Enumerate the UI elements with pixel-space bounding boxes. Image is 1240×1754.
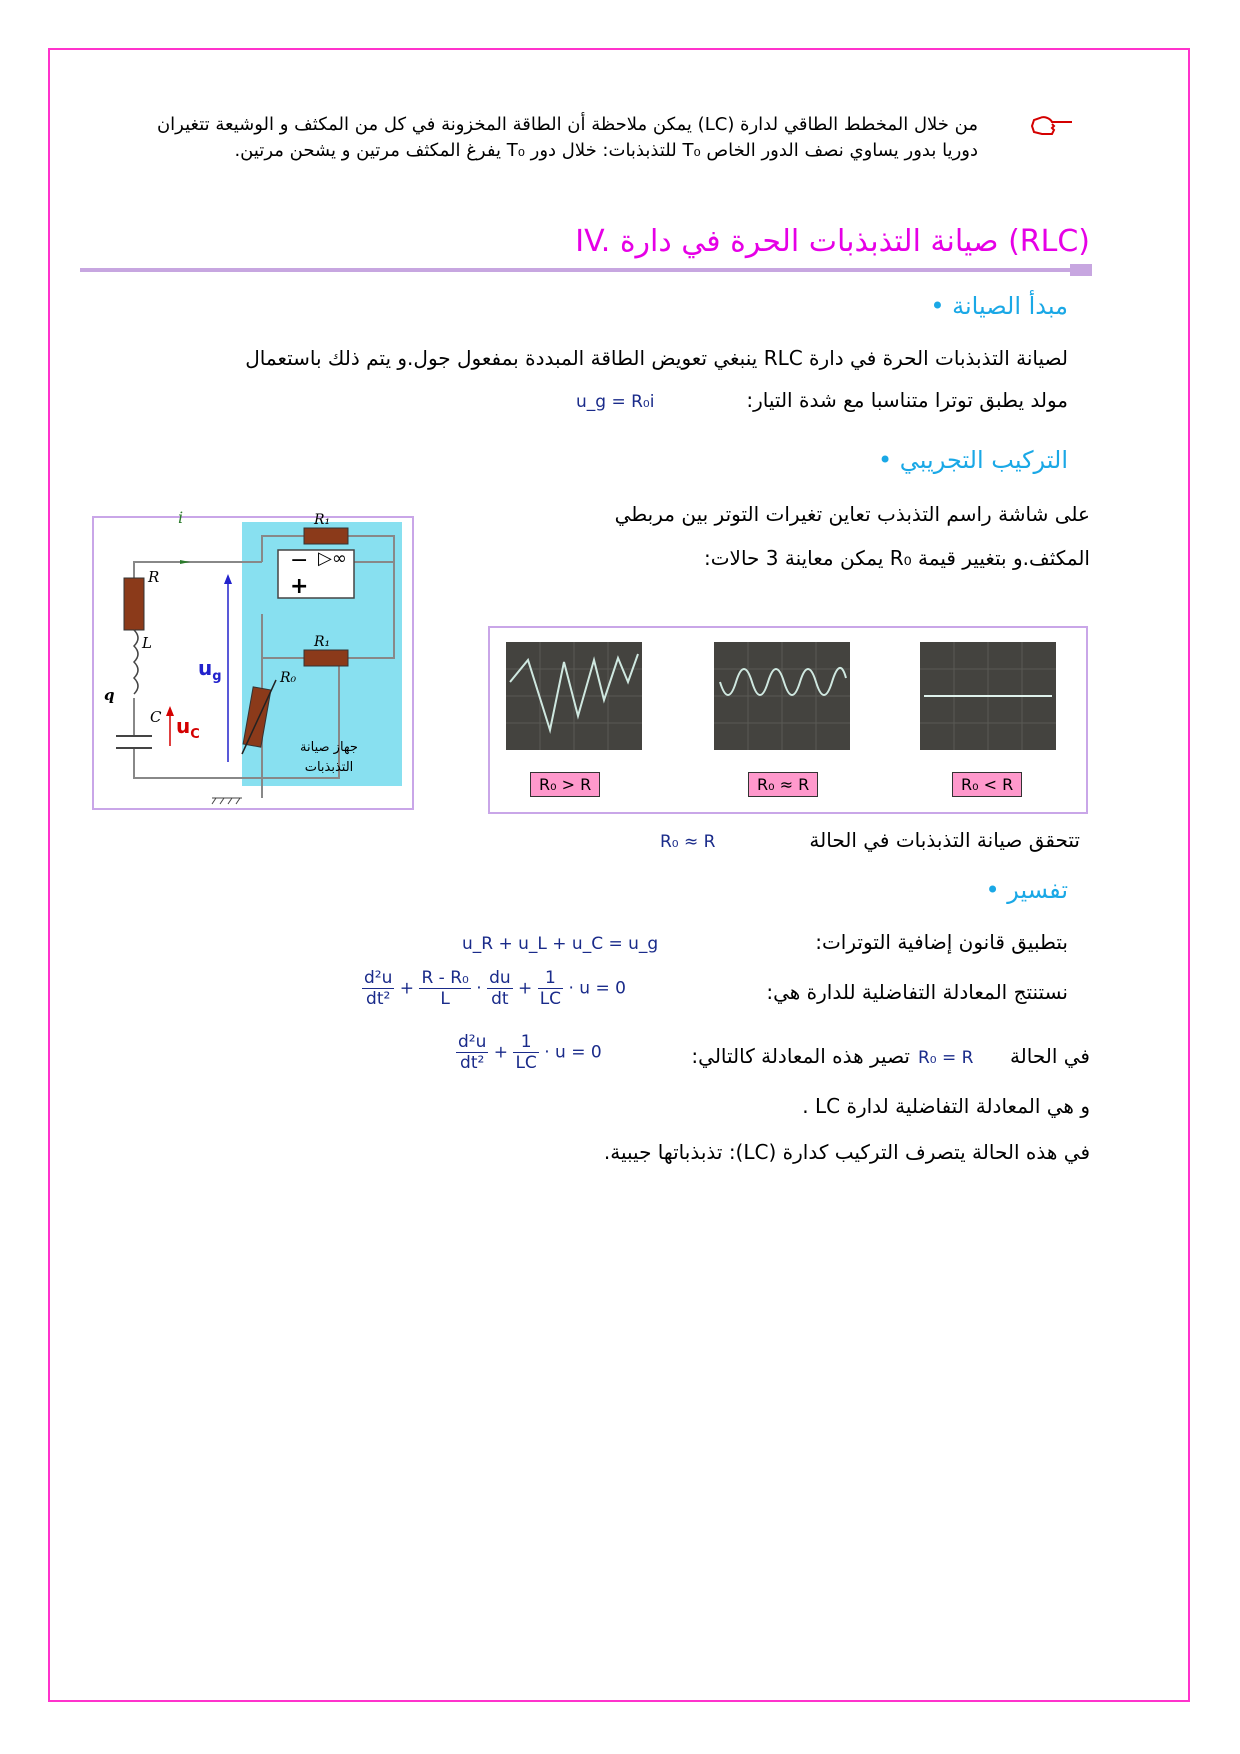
device-label: [284, 738, 374, 778]
fraction-denominator: LC: [539, 989, 562, 1009]
lc-text: و هي المعادلة التفاضلية لدارة LC .: [802, 1094, 1090, 1118]
case-text-before: في الحالة: [1009, 1044, 1090, 1068]
section-title: IV. صيانة التذبذبات الحرة في دارة (RLC): [575, 224, 1090, 259]
c-label: C: [150, 708, 162, 726]
fraction-du-dt: [487, 968, 513, 1009]
case-formula: R₀ = R: [918, 1048, 974, 1068]
fraction-d2u-dt2: [456, 1032, 488, 1073]
fraction-numerator: d²u: [458, 1032, 487, 1052]
ug-label-sub: g: [212, 669, 222, 684]
uc-label-sub: C: [190, 727, 200, 742]
fraction-numerator: du: [489, 968, 511, 988]
uc-label: [176, 714, 200, 742]
interpretation-heading: [985, 876, 1068, 904]
fraction-denominator: dt²: [366, 989, 391, 1009]
setup-heading-text: التركيب التجريبي: [899, 446, 1068, 474]
principle-line-2: مولد يطبق توترا متناسبا مع شدة التيار:: [746, 388, 1068, 412]
fraction-numerator: 1: [538, 968, 563, 989]
device-label-line-2: التذبذبات: [304, 760, 354, 775]
fraction-denominator: LC: [515, 1053, 537, 1073]
principle-heading: [930, 292, 1068, 320]
title-underline: [80, 268, 1090, 272]
equation-text: نستنتج المعادلة التفاضلية للدارة هي:: [766, 980, 1068, 1004]
r-label: R: [148, 568, 160, 586]
equation-tail: · u = 0: [568, 978, 626, 999]
case-label-sinusoidal: R₀ ≈ R: [748, 772, 818, 797]
screen-flat: [920, 642, 1056, 750]
bullet-icon: •: [877, 446, 893, 474]
principle-formula: u_g = R₀i: [576, 392, 655, 412]
r1-bottom-resistor: [304, 650, 348, 666]
opamp-plus: +: [290, 574, 309, 599]
fraction-numerator: 1: [513, 1032, 538, 1053]
setup-line-1: على شاشة راسم التذبذب تعاين تغيرات التوتر بين مربطي: [614, 502, 1090, 526]
q-label: q: [104, 686, 115, 704]
principle-line-1: لصيانة التذبذبات الحرة في دارة RLC ينبغي تعويض الطاقة المبددة بمفعول جول.و يتم ذلك باستعمال: [245, 346, 1068, 370]
fraction-numerator: R - R₀: [421, 968, 469, 988]
fraction-r-minus-r0: [419, 968, 470, 1009]
opamp-minus: −: [290, 548, 309, 573]
inductor: [134, 630, 138, 694]
law-text: بتطبيق قانون إضافية التوترات:: [815, 930, 1068, 954]
differential-equation: $\frac{\text{d²u}}{\text{dt²}}$ + $\frac{\text{R - R₀}}{L}$ · $\frac{du}{dt}$ + $\frac{1}{LC}$ · u = 0: [364, 968, 626, 1009]
fraction-denominator: L: [440, 989, 450, 1009]
interpretation-heading-text: تفسير: [1007, 876, 1068, 904]
lc-equation: $\frac{\text{d²u}}{\text{dt²}}$ + $\frac{1}{LC}$ · u = 0: [458, 1032, 602, 1073]
fraction-denominator: dt: [491, 989, 509, 1009]
intro-note: من خلال المخطط الطاقي لدارة (LC) يمكن ملاحظة أن الطاقة المخزونة في كل من المكثف و الوشيعة تتغيران دوريا بدور يساوي نصف الدور الخاص T₀ للتذبذبات: خلال دور T₀ يفرغ المكثف مرتين و يشحن مرتين.: [156, 114, 978, 161]
oscilloscope-cases: [488, 626, 1088, 814]
fraction-d2u-dt2: [362, 968, 394, 1009]
conclusion-formula: R₀ ≈ R: [660, 832, 716, 852]
title-underline-end: [1070, 264, 1092, 276]
circuit-diagram: [92, 508, 414, 810]
r-resistor: [124, 578, 144, 630]
ug-label: [198, 656, 222, 684]
fraction-denominator: dt²: [460, 1053, 485, 1073]
screen-sinusoidal: [714, 642, 850, 750]
current-label: i: [178, 508, 184, 527]
setup-line-2: المكثف.و بتغيير قيمة R₀ يمكن معاينة 3 حالات:: [703, 546, 1090, 570]
equation-tail: · u = 0: [544, 1042, 602, 1063]
case-label-flat: R₀ < R: [952, 772, 1022, 797]
r0-label: R₀: [280, 670, 297, 686]
r1-top-resistor: [304, 528, 348, 544]
uc-label-main: u: [176, 714, 191, 738]
fraction-numerator: d²u: [364, 968, 393, 988]
opamp-symbol: ▷∞: [318, 548, 347, 569]
bullet-icon: •: [985, 876, 1000, 904]
fraction-1-lc: [538, 968, 563, 1009]
device-label-line-1: جهاز صيانة: [300, 740, 358, 755]
setup-heading: [878, 446, 1068, 474]
pointing-hand-icon: [1030, 112, 1074, 138]
conclusion-text: تتحقق صيانة التذبذبات في الحالة: [809, 828, 1080, 852]
principle-heading-text: مبدأ الصيانة: [952, 292, 1068, 320]
final-text: في هذه الحالة يتصرف التركيب كدارة (LC): تذبذباتها جيبية.: [603, 1140, 1090, 1164]
bullet-icon: •: [930, 292, 945, 320]
fraction-1-lc: [513, 1032, 538, 1073]
ug-label-main: u: [198, 656, 213, 680]
case-label-growing: R₀ > R: [530, 772, 600, 797]
case-text-after: تصير هذه المعادلة كالتالي:: [691, 1044, 910, 1068]
r1-top-label: R₁: [314, 512, 331, 528]
screen-growing: [506, 642, 642, 750]
r1-bottom-label: R₁: [314, 634, 331, 650]
l-label: L: [142, 634, 152, 652]
law-formula: u_R + u_L + u_C = u_g: [462, 934, 659, 954]
